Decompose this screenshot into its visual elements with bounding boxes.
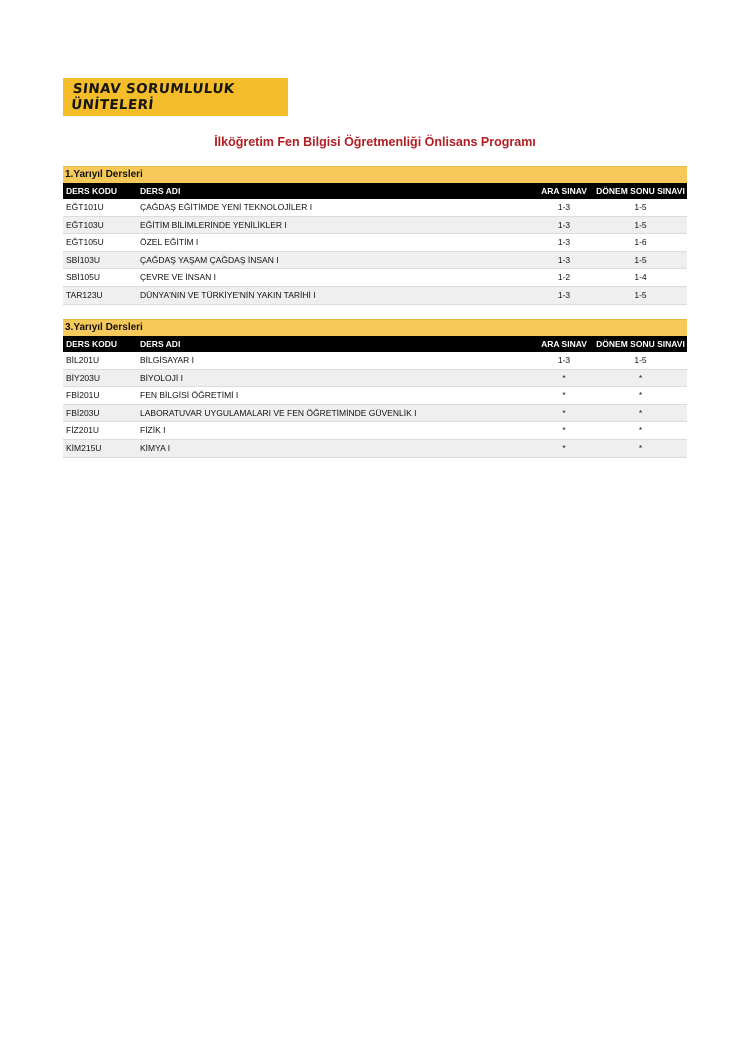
course-code: FBİ201U xyxy=(66,390,100,401)
course-name: ÖZEL EĞİTİM I xyxy=(140,237,199,248)
course-name: FEN BİLGİSİ ÖĞRETİMİ I xyxy=(140,390,239,401)
ara-units: * xyxy=(562,442,566,453)
semester-section xyxy=(63,319,687,458)
donem-units: 1-6 xyxy=(634,237,647,248)
ara-units: * xyxy=(562,372,566,383)
course-name: ÇEVRE VE İNSAN I xyxy=(140,272,217,283)
course-code: SBİ103U xyxy=(66,254,101,265)
banner-title: SINAV SORUMLULUK ÜNİTELERİ xyxy=(70,81,236,113)
table-row xyxy=(63,352,687,370)
table-row xyxy=(63,234,687,252)
course-code: FBİ203U xyxy=(66,407,100,418)
donem-units: * xyxy=(638,407,643,418)
column-header-ara: ARA SINAV xyxy=(541,186,587,196)
course-code: KİM215U xyxy=(66,442,102,453)
section-title: 3.Yarıyıl Dersleri xyxy=(63,319,687,336)
table-row xyxy=(63,252,687,270)
column-header-ara: ARA SINAV xyxy=(541,339,587,349)
donem-units: * xyxy=(638,425,643,436)
ara-units: * xyxy=(562,407,566,418)
course-name: ÇAĞDAŞ EĞİTİMDE YENİ TEKNOLOJİLER I xyxy=(140,202,313,212)
table-row xyxy=(63,287,687,305)
ara-units: 1-3 xyxy=(557,219,571,230)
course-code: BİL201U xyxy=(66,355,100,365)
course-code: BİY203U xyxy=(66,372,101,383)
course-name: DÜNYA'NIN VE TÜRKİYE'NİN YAKIN TARİHİ I xyxy=(140,289,316,300)
donem-units: 1-5 xyxy=(634,289,647,300)
donem-units: 1-5 xyxy=(634,355,647,365)
table-row xyxy=(63,440,687,458)
ara-units: 1-3 xyxy=(557,254,571,265)
header-banner xyxy=(63,78,288,116)
table-header xyxy=(63,336,687,352)
course-name: EĞİTİM BİLİMLERİNDE YENİLİKLER I xyxy=(140,219,287,230)
table-row xyxy=(63,405,687,423)
column-header-code: DERS KODU xyxy=(66,339,118,349)
course-code: TAR123U xyxy=(66,289,103,300)
table-header xyxy=(63,183,687,199)
course-name: ÇAĞDAŞ YAŞAM ÇAĞDAŞ İNSAN I xyxy=(140,254,279,265)
ara-units: 1-2 xyxy=(557,272,571,283)
ara-units: 1-3 xyxy=(557,237,571,248)
course-name: KİMYA I xyxy=(140,442,171,453)
column-header-donem: DÖNEM SONU SINAVI xyxy=(596,186,685,196)
table-row xyxy=(63,422,687,440)
ara-units: 1-3 xyxy=(557,202,571,212)
donem-units: * xyxy=(638,372,643,383)
table-row xyxy=(63,217,687,235)
column-header-name: DERS ADI xyxy=(140,339,181,349)
donem-units: 1-5 xyxy=(634,219,647,230)
course-name: BİLGİSAYAR I xyxy=(140,355,195,365)
column-header-code: DERS KODU xyxy=(66,186,118,196)
course-name: LABORATUVAR UYGULAMALARI VE FEN ÖĞRETİMİNDE GÜVENLİK I xyxy=(140,407,417,418)
course-code: SBİ105U xyxy=(66,272,101,283)
donem-units: 1-5 xyxy=(634,254,647,265)
course-code: FİZ201U xyxy=(66,425,100,436)
course-code: EĞT103U xyxy=(66,219,104,230)
course-name: FİZİK I xyxy=(140,425,166,436)
table-row xyxy=(63,199,687,217)
donem-units: 1-4 xyxy=(634,272,647,283)
section-title: 1.Yarıyıl Dersleri xyxy=(63,166,687,183)
donem-units: * xyxy=(638,442,643,453)
table-row xyxy=(63,370,687,388)
ara-units: * xyxy=(562,390,566,401)
donem-units: * xyxy=(638,390,643,401)
table-row xyxy=(63,269,687,287)
ara-units: 1-3 xyxy=(557,355,571,365)
semester-section xyxy=(63,166,687,305)
course-name: BİYOLOJİ I xyxy=(140,372,183,383)
ara-units: * xyxy=(562,425,566,436)
ara-units: 1-3 xyxy=(557,289,571,300)
course-code: EĞT105U xyxy=(66,237,104,248)
column-header-name: DERS ADI xyxy=(140,186,181,196)
program-title: İlköğretim Fen Bilgisi Öğretmenliği Önlisans Programı xyxy=(214,135,536,149)
column-header-donem: DÖNEM SONU SINAVI xyxy=(596,339,685,349)
donem-units: 1-5 xyxy=(634,202,647,212)
course-code: EĞT101U xyxy=(66,202,104,212)
table-row xyxy=(63,387,687,405)
